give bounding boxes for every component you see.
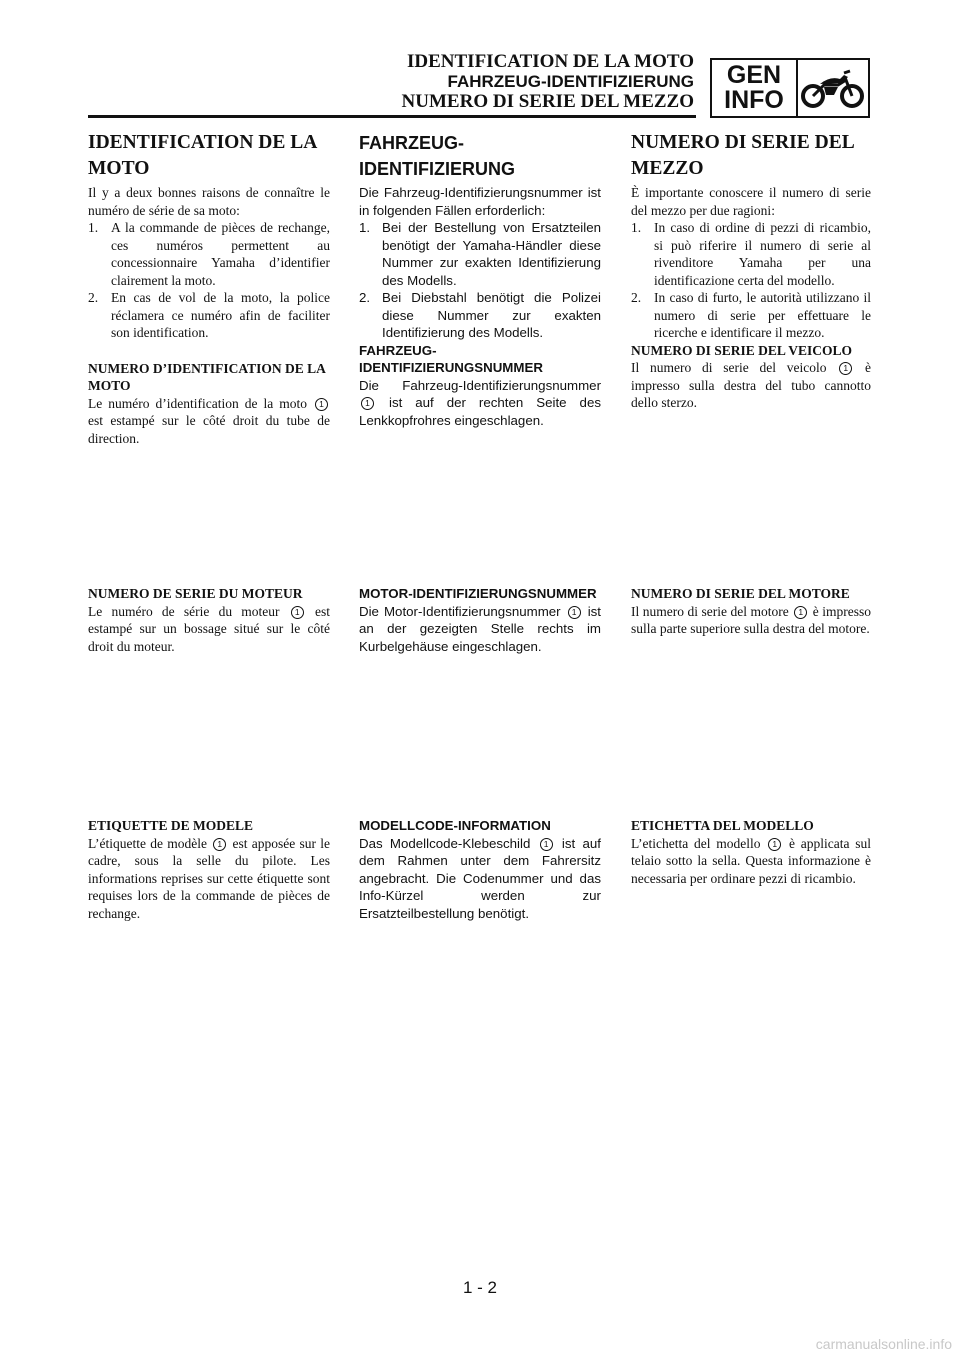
engine-section-fr: [88, 585, 330, 655]
ref-marker: 1: [540, 838, 553, 851]
label-text-fr: L’étiquette de modèle 1 est apposée sur le cadre, sous la selle du pilote. Les informations reprises sur cette étiquette sont requises lors de la commande de pièces de rechange.: [88, 835, 331, 921]
ref-marker: 1: [794, 606, 807, 619]
list-item: 1. A la commande de pièces de rechange, ces numéros permettent au concessionnaire Yamaha d’identifier clairement la moto.: [88, 220, 330, 288]
list-fr: [88, 219, 330, 342]
ref-marker: 1: [291, 606, 304, 619]
engine-text-de: Die Motor-Identifizierungsnummer 1 ist an der gezeigten Stelle rechts im Kurbelgehäuse eingeschlagen.: [359, 603, 602, 654]
list-de: [359, 219, 601, 342]
ref-marker: 1: [213, 838, 226, 851]
section-badge: [710, 58, 870, 118]
intro-de: Die Fahrzeug-Identifizierungsnummer ist in folgenden Fällen erforderlich:: [359, 185, 601, 218]
list-item: 1. In caso di ordine di pezzi di ricambio, si può riferire il numero di serie al rivenditore Yamaha per una identificazione certa del modello.: [631, 220, 871, 288]
list-it: [631, 219, 871, 342]
badge-label: [712, 60, 798, 116]
engine-text-fr: Le numéro de série du moteur 1 est estampé sur un bossage situé sur le côté droit du moteur.: [88, 603, 331, 654]
list-item: 2. En cas de vol de la moto, la police réclamera ce numéro afin de faciliter son identification.: [88, 290, 330, 340]
engine-title-it: NUMERO DI SERIE DEL MOTORE: [631, 586, 850, 601]
header-title-fr: IDENTIFICATION DE LA MOTO: [407, 51, 694, 72]
heading-it: NUMERO DI SERIE DEL MEZZO: [631, 132, 854, 179]
engine-section-it: [631, 585, 871, 638]
label-text-de: Das Modellcode-Klebeschild 1 ist auf dem Rahmen unter dem Fahrersitz angebracht. Die Codenummer und das Info-Kürzel werden zur Ersatzteilbestellung benötigt.: [359, 835, 601, 921]
vin-title-de: FAHRZEUG-IDENTIFIZIERUNGSNUMMER: [359, 342, 543, 375]
ref-marker: 1: [768, 838, 781, 851]
ref-marker: 1: [315, 398, 328, 411]
ref-marker: 1: [361, 397, 374, 410]
vin-text-it: Il numero di serie del veicolo 1 è impresso sulla destra del tubo cannotto dello sterzo.: [631, 360, 872, 410]
vin-title-it: NUMERO DI SERIE DEL VEICOLO: [631, 342, 853, 358]
ref-marker: 1: [568, 606, 581, 619]
vin-text-fr: Le numéro d’identification de la moto 1 est estampé sur le côté droit du tube de direction.: [88, 395, 330, 446]
header-rule: [88, 115, 696, 118]
engine-title-de: MOTOR-IDENTIFIZIERUNGSNUMMER: [359, 586, 597, 601]
engine-text-it: Il numero di serie del motore 1 è impresso sulla parte superiore sulla destra del motore.: [631, 603, 872, 636]
header-title-it: NUMERO DI SERIE DEL MEZZO: [401, 91, 694, 112]
column-french: [88, 130, 330, 447]
list-item: 1. Bei der Bestellung von Ersatzteilen benötigt der Yamaha-Händler diese Nummer zur exakten Identifizierung des Modells.: [359, 220, 601, 288]
label-title-de: MODELLCODE-INFORMATION: [359, 818, 551, 833]
page-number: 1 - 2: [462, 1278, 498, 1297]
badge-line-2: INFO: [724, 86, 784, 114]
vin-text-de: Die Fahrzeug-Identifizierungsnummer 1 ist auf der rechten Seite des Lenkkopfrohres eingeschlagen.: [359, 377, 601, 428]
list-item: 2. Bei Diebstahl benötigt die Polizei diese Nummer zur exakten Identifizierung des Modells.: [359, 290, 601, 340]
heading-fr: IDENTIFICATION DE LA MOTO: [88, 132, 317, 179]
engine-title-fr: NUMERO DE SERIE DU MOTEUR: [88, 586, 303, 601]
label-section-de: [359, 817, 601, 922]
header-titles: [402, 52, 694, 112]
intro-fr: Il y a deux bonnes raisons de connaître le numéro de série de sa moto:: [88, 185, 330, 218]
column-german: [359, 130, 601, 429]
motorcycle-icon: [798, 60, 868, 116]
label-text-it: L’etichetta del modello 1 è applicata sul telaio sotto la sella. Questa informazione è necessaria per ordinare pezzi di ricambio.: [631, 835, 872, 886]
intro-it: È importante conoscere il numero di serie del mezzo per due ragioni:: [631, 185, 871, 218]
label-title-fr: ETIQUETTE DE MODELE: [88, 818, 254, 833]
engine-section-de: [359, 585, 601, 655]
list-item: 2. In caso di furto, le autorità utilizzano il numero di serie per effettuare le ricerche e identificare il mezzo.: [631, 290, 871, 340]
label-section-it: [631, 817, 871, 887]
label-section-fr: [88, 817, 330, 922]
label-title-it: ETICHETTA DEL MODELLO: [631, 818, 814, 833]
header-title-de: FAHRZEUG-IDENTIFIZIERUNG: [447, 72, 694, 91]
watermark: carmanualsonline.info: [815, 1336, 952, 1352]
ref-marker: 1: [839, 362, 852, 375]
column-italian: [631, 130, 871, 412]
badge-line-1: GEN: [726, 61, 782, 89]
vin-title-fr: NUMERO D’IDENTIFICATION DE LA MOTO: [88, 360, 326, 393]
heading-de: FAHRZEUG-IDENTIFIZIERUNG: [359, 133, 515, 179]
